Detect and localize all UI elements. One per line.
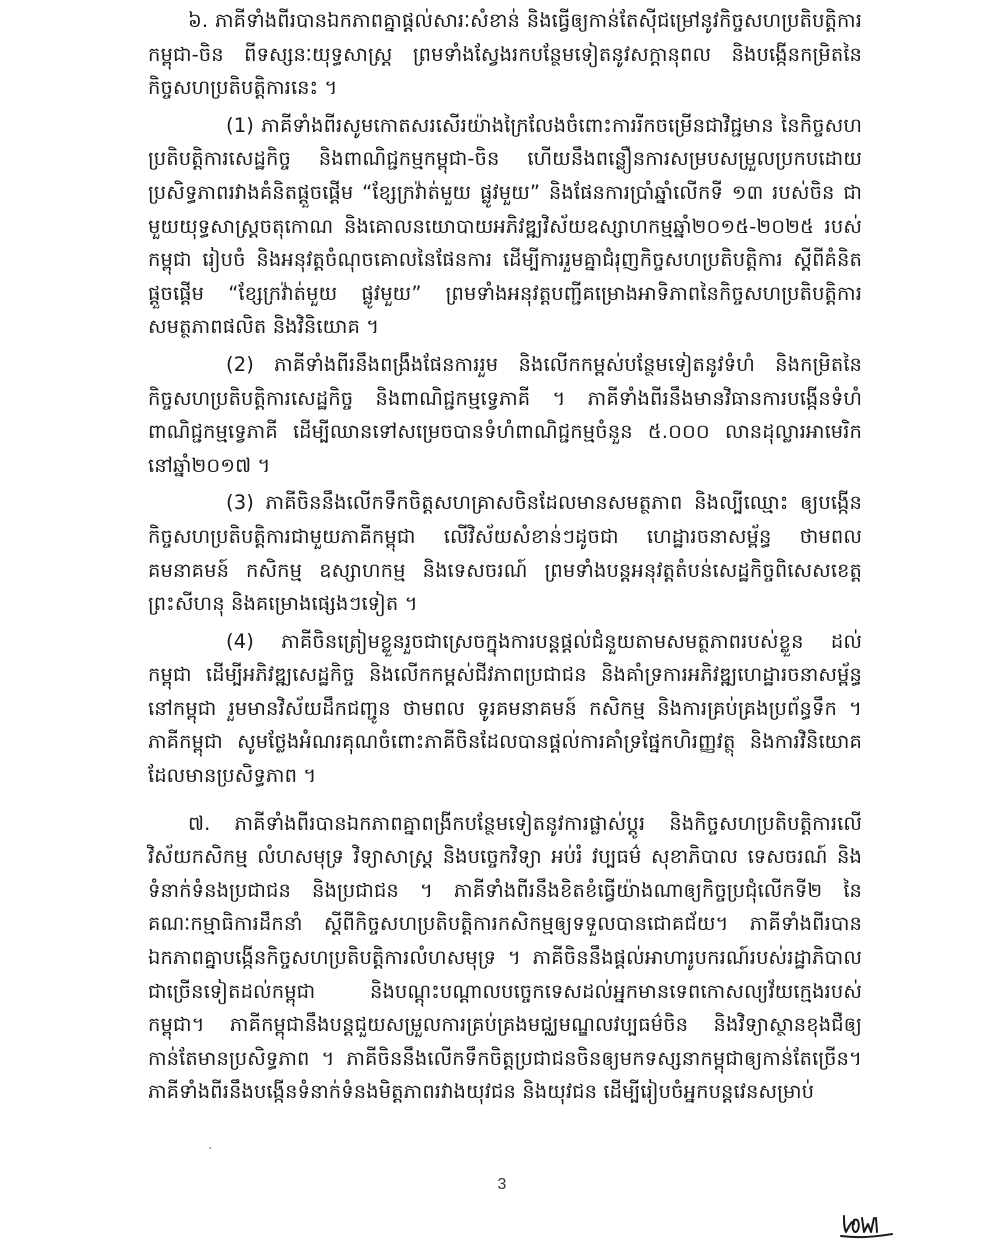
scan-speck [209, 1147, 211, 1149]
paragraph-7: ៧. ភាគីទាំងពីរបានឯកភាពគ្នាពង្រីកបន្ថែមទៀតនូវការផ្លាស់ប្តូរ និងកិច្ចសហប្រតិបត្តិការលើវិស័យកសិកម្ម លំហសមុទ្រ វិទ្យាសាស្ត្រ និងបច្ចេកវិទ្យា អប់រំ វប្បធម៌ សុខាភិបាល ទេសចរណ៍ និងទំនាក់ទំនងប្រជាជន និងប្រជាជន ។ ភាគីទាំងពីរនឹងខិតខំធ្វើយ៉ាងណាឲ្យកិច្ចប្រជុំលើកទី២ នៃគណៈកម្មាធិការដឹកនាំ ស្តីពីកិច្ចសហប្រតិបត្តិការកសិកម្មឲ្យទទួលបានជោគជ័យ។ ភាគីទាំងពីរបានឯកភាពគ្នាបង្កើនកិច្ចសហប្រតិបត្តិការលំហសមុទ្រ ។ ភាគីចិននឹងផ្តល់អាហារូបករណ៍របស់រដ្ឋាភិបាលជាច្រើនទៀតដល់កម្ពុជា និងបណ្តុះបណ្តាលបច្ចេកទេសដល់អ្នកមានទេពកោសល្យវ័យក្មេងរបស់កម្ពុជា។ ភាគីកម្ពុជានឹងបន្តជួយសម្រួលការគ្រប់គ្រងមជ្ឈមណ្ឌលវប្បធម៌ចិន និងវិទ្យាស្ថានខុងជឺឲ្យកាន់តែមានប្រសិទ្ធភាព ។ ភាគីចិននឹងលើកទឹកចិត្តប្រជាជនចិនឲ្យមកទស្សនាកម្ពុជាឲ្យកាន់តែច្រើន។ ភាគីទាំងពីរនឹងបង្កើនទំនាក់ទំនងមិត្តភាពរវាងយុវជន និងយុវជន ដើម្បីរៀបចំអ្នកបន្តវេនសម្រាប់ [148, 811, 862, 1104]
paragraph-6-2: (2) ភាគីទាំងពីរនឹងពង្រឹងផែនការរួម និងលើកកម្ពស់បន្ថែមទៀតនូវទំហំ និងកម្រិតនៃកិច្ចសហប្រតិបត្តិការសេដ្ឋកិច្ច និងពាណិជ្ជកម្មទ្វេភាគី ។ ភាគីទាំងពីរនឹងមានវិធានការបង្កើនទំហំពាណិជ្ជកម្មទ្វេភាគី ដើម្បីឈានទៅសម្រេចបានទំហំពាណិជ្ជកម្មចំនួន ៥.០០០ លានដុល្លារអាមេរិក នៅឆ្នាំ២០១៧ ។ [148, 352, 863, 477]
body-text [148, 4, 862, 1113]
paragraph-6: ៦. ភាគីទាំងពីរបានឯកភាពគ្នាផ្តល់សារៈសំខាន់ និងធ្វើឲ្យកាន់តែស៊ីជម្រៅនូវកិច្ចសហប្រតិបត្តិការកម្ពុជា-ចិន ពីទស្សនៈយុទ្ធសាស្ត្រ ព្រមទាំងស្វែងរកបន្ថែមទៀតនូវសក្តានុពល និងបង្កើនកម្រិតនៃកិច្ចសហប្រតិបត្តិការនេះ ។ [148, 9, 862, 100]
paragraph-6-4: (4) ភាគីចិនត្រៀមខ្លួនរួចជាស្រេចក្នុងការបន្តផ្តល់ជំនួយតាមសមត្ថភាពរបស់ខ្លួន ដល់កម្ពុជា ដើម្បីអភិវឌ្ឍសេដ្ឋកិច្ច និងលើកកម្ពស់ជីវភាពប្រជាជន និងគាំទ្រការអភិវឌ្ឍហេដ្ឋារចនាសម្ព័ន្ធនៅកម្ពុជា រួមមានវិស័យដឹកជញ្ជូន ថាមពល ទូរគមនាគមន៍ កសិកម្ម និងការគ្រប់គ្រងប្រព័ន្ធទឹក ។ ភាគីកម្ពុជា សូមថ្លែងអំណរគុណចំពោះភាគីចិនដែលបានផ្តល់ការគាំទ្រផ្នែកហិរញ្ញវត្ថុ និងការវិនិយោគដែលមានប្រសិទ្ធភាព ។ [148, 629, 862, 788]
page-number: 3 [497, 1176, 507, 1193]
paragraph-6-3: (3) ភាគីចិននឹងលើកទឹកចិត្តសហគ្រាសចិនដែលមានសមត្ថភាព និងល្បីឈ្មោះ ឲ្យបង្កើនកិច្ចសហប្រតិបត្តិការជាមួយភាគីកម្ពុជា លើវិស័យសំខាន់ៗដូចជា ហេដ្ឋារចនាសម្ព័ន្ធ ថាមពល គមនាគមន៍ កសិកម្ម ឧស្សាហកម្ម និងទេសចរណ៍ ព្រមទាំងបន្តអនុវត្តតំបន់សេដ្ឋកិច្ចពិសេសខេត្តព្រះសីហនុ និងគម្រោងផ្សេងៗទៀត ។ [148, 491, 862, 616]
handwritten-initials [838, 1206, 894, 1242]
paragraph-6-1: (1) ភាគីទាំងពីរសូមកោតសរសើរយ៉ាងក្រៃលែងចំពោះការរីកចម្រើនជាវិជ្ជមាន នៃកិច្ចសហប្រតិបត្តិការសេដ្ឋកិច្ច និងពាណិជ្ជកម្មកម្ពុជា-ចិន ហើយនឹងពន្លឿនការសម្របសម្រួលប្រកបដោយប្រសិទ្ធភាពរវាងគំនិតផ្តួចផ្តើម “ខ្សែក្រវ៉ាត់មួយ ផ្លូវមួយ” និងផែនការប្រាំឆ្នាំលើកទី ១៣ របស់ចិន ជាមួយយុទ្ធសាស្ត្រចតុកោណ និងគោលនយោបាយអភិវឌ្ឍវិស័យឧស្សាហកម្មឆ្នាំ២០១៥-២០២៥ របស់កម្ពុជា រៀបចំ និងអនុវត្តចំណុចគោលនៃផែនការ ដើម្បីការរួមគ្នាជំរុញកិច្ចសហប្រតិបត្តិការ ស្តីពីគំនិតផ្តួចផ្តើម “ខ្សែក្រវ៉ាត់មួយ ផ្លូវមួយ” ព្រមទាំងអនុវត្តបញ្ជីគម្រោងអាទិភាពនៃកិច្ចសហប្រតិបត្តិការសមត្ថភាពផលិត និងវិនិយោគ ។ [148, 113, 862, 339]
